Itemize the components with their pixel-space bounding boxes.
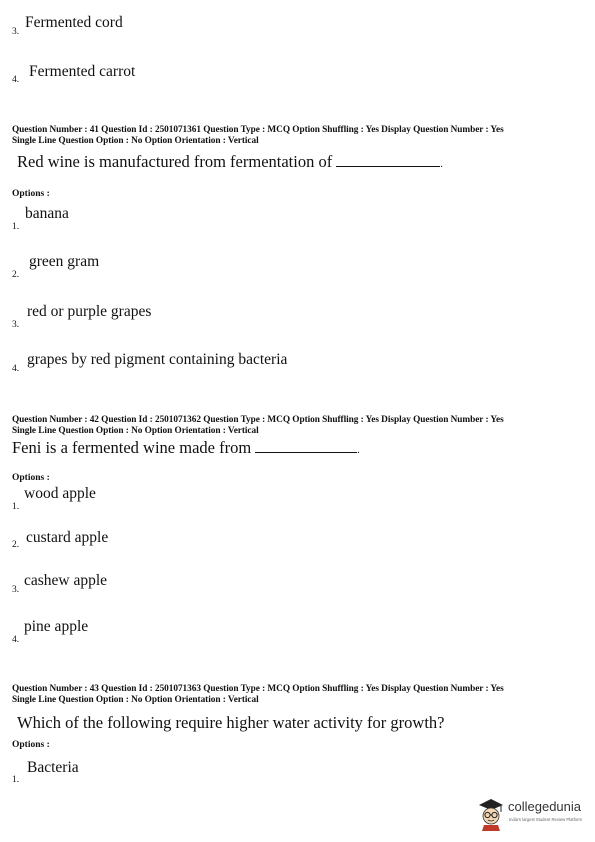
option-number: 3. <box>12 27 20 37</box>
option-text: Fermented carrot <box>29 63 136 80</box>
question-meta-line: Single Line Question Option : No Option Orientation : Vertical <box>12 694 259 705</box>
brand-tagline: India's largest Student Review Platform <box>509 817 582 822</box>
answer-blank <box>336 152 440 167</box>
option-text: banana <box>25 205 69 222</box>
answer-blank <box>255 438 357 453</box>
student-mascot-icon <box>476 795 506 831</box>
option-number: 4. <box>12 635 20 645</box>
option-text: Bacteria <box>27 759 79 776</box>
option-number: 1. <box>12 775 20 785</box>
option-text: grapes by red pigment containing bacteria <box>27 351 288 368</box>
question-trailing: . <box>357 445 360 456</box>
option-number: 2. <box>12 270 20 280</box>
options-label: Options : <box>12 473 50 483</box>
option-text: wood apple <box>24 485 96 502</box>
collegedunia-watermark <box>476 795 591 833</box>
question-trailing: . <box>440 159 443 170</box>
option-number: 2. <box>12 540 20 550</box>
option-number: 1. <box>12 222 20 232</box>
question-meta-line: Single Line Question Option : No Option Orientation : Vertical <box>12 425 259 436</box>
question-meta-line: Single Line Question Option : No Option Orientation : Vertical <box>12 135 259 146</box>
option-number: 3. <box>12 320 20 330</box>
option-text: custard apple <box>26 529 109 546</box>
option-text: pine apple <box>24 618 89 635</box>
brand-name: collegedunia <box>508 799 582 814</box>
option-text: green gram <box>29 253 100 270</box>
question-meta-line: Question Number : 41 Question Id : 2501071361 Question Type : MCQ Option Shuffling : Yes Display Question Number : Yes <box>12 125 504 135</box>
options-label: Options : <box>12 740 50 750</box>
question-meta <box>12 125 504 146</box>
option-text: red or purple grapes <box>27 303 152 320</box>
options-label: Options : <box>12 189 50 199</box>
option-number: 4. <box>12 364 20 374</box>
question-meta <box>12 415 504 436</box>
question-meta-line: Question Number : 42 Question Id : 2501071362 Question Type : MCQ Option Shuffling : Yes Display Question Number : Yes <box>12 415 504 425</box>
option-number: 1. <box>12 502 20 512</box>
option-text: Fermented cord <box>25 14 123 31</box>
question-meta-line: Question Number : 43 Question Id : 2501071363 Question Type : MCQ Option Shuffling : Yes Display Question Number : Yes <box>12 684 504 694</box>
question-text <box>12 438 360 458</box>
question-text-body: Feni is a fermented wine made from <box>12 438 252 457</box>
question-text-body: Red wine is manufactured from fermentation of <box>17 152 333 171</box>
option-number: 4. <box>12 75 20 85</box>
question-meta <box>12 684 504 705</box>
option-number: 3. <box>12 585 20 595</box>
question-text: Which of the following require higher water activity for growth? <box>17 713 445 732</box>
question-text <box>17 152 443 172</box>
option-text: cashew apple <box>24 572 108 589</box>
